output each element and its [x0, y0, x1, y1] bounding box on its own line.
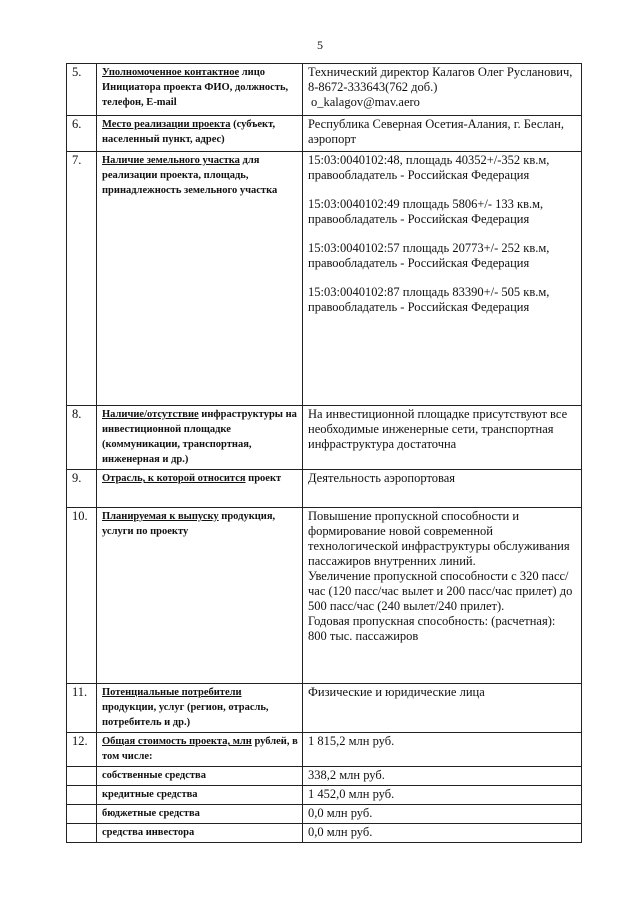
land-plot: 15:03:0040102:49 площадь 5806+/- 133 кв.м, правообладатель - Российская Федерация — [308, 197, 544, 226]
row-value — [303, 116, 582, 152]
row-number — [67, 805, 97, 824]
row-number: 8. — [67, 406, 97, 470]
table-row — [67, 64, 582, 116]
row-number — [67, 824, 97, 843]
table-row — [67, 824, 582, 843]
land-plot: 15:03:0040102:87 площадь 83390+/- 505 кв.м, правообладатель - Российская Федерация — [308, 285, 550, 314]
table-row — [67, 152, 582, 406]
row-label: средства инвестора — [97, 824, 303, 843]
row-number: 10. — [67, 508, 97, 684]
row-value — [303, 508, 582, 684]
row-label: собственные средства — [97, 767, 303, 786]
table-row — [67, 786, 582, 805]
infrastructure-status: На инвестиционной площадке присутствуют все необходимые инженерные сети, транспортная инфраструктура достаточна — [308, 407, 568, 451]
row-label-underlined: Наличие земельного участка — [102, 155, 240, 166]
row-label-rest: для реализации проекта, площадь, принадлежность земельного участка — [102, 155, 278, 196]
row-number: 12. — [67, 733, 97, 767]
table-row — [67, 767, 582, 786]
row-label — [97, 733, 303, 767]
row-label — [97, 470, 303, 508]
row-value: 1 452,0 млн руб. — [303, 786, 582, 805]
row-value — [303, 470, 582, 508]
table-row — [67, 470, 582, 508]
row-number — [67, 786, 97, 805]
potential-consumers: Физические и юридические лица — [308, 685, 485, 699]
row-number: 11. — [67, 684, 97, 733]
contact-person: Технический директор Калагов Олег Русланович, 8-8672-333643(762 доб.) — [308, 65, 573, 94]
row-label-rest: продукция, услуги по проекту — [102, 511, 276, 537]
row-value — [303, 64, 582, 116]
row-label-underlined: Уполномоченное контактное — [102, 67, 240, 78]
row-label-underlined: Наличие/отсутствие — [102, 409, 199, 420]
row-label-underlined: Отрасль, к которой относится — [102, 473, 246, 484]
project-location: Республика Северная Осетия-Алания, г. Беслан, аэропорт — [308, 117, 564, 146]
industry: Деятельность аэропортовая — [308, 471, 456, 485]
row-label-underlined: Потенциальные потребители — [102, 687, 242, 698]
row-label-rest: инфраструктуры на инвестиционной площадке (коммуникации, транспортная, инженерная и др.) — [102, 409, 297, 465]
row-label-rest: (субъект, населенный пункт, адрес) — [102, 119, 276, 145]
table-row — [67, 805, 582, 824]
table-row — [67, 733, 582, 767]
row-number: 6. — [67, 116, 97, 152]
row-number: 7. — [67, 152, 97, 406]
row-label-rest: лицо Инициатора проекта ФИО, должность, телефон, E-mail — [102, 67, 289, 108]
row-label: бюджетные средства — [97, 805, 303, 824]
row-number — [67, 767, 97, 786]
row-label-rest: продукции, услуг (регион, отрасль, потребитель и др.) — [102, 702, 269, 728]
land-plot: 15:03:0040102:57 площадь 20773+/- 252 кв.м, правообладатель - Российская Федерация — [308, 241, 550, 270]
row-number: 5. — [67, 64, 97, 116]
row-label-underlined: Место реализации проекта — [102, 119, 231, 130]
row-label — [97, 406, 303, 470]
row-value — [303, 684, 582, 733]
row-label-rest: проект — [245, 473, 282, 484]
project-info-table — [66, 63, 582, 843]
land-plot: 15:03:0040102:48, площадь 40352+/-352 кв.м, правообладатель - Российская Федерация — [308, 153, 550, 182]
contact-email: o_kalagov@mav.aero — [311, 95, 420, 109]
page-number: 5 — [317, 38, 323, 52]
table-row — [67, 684, 582, 733]
row-label — [97, 64, 303, 116]
row-label-underlined: Общая стоимость проекта, млн — [102, 736, 252, 747]
planned-output: Годовая пропускная способность: (расчетная): 800 тыс. пассажиров — [308, 614, 556, 643]
row-value: 0,0 млн руб. — [303, 824, 582, 843]
row-number: 9. — [67, 470, 97, 508]
row-label — [97, 684, 303, 733]
planned-output: Повышение пропускной способности и формирование новой современной технологической инфраструктуры обслуживания пассажиров внутренних линий. — [308, 509, 570, 568]
row-label: кредитные средства — [97, 786, 303, 805]
row-value — [303, 406, 582, 470]
row-value: 0,0 млн руб. — [303, 805, 582, 824]
row-label-underlined: Планируемая к выпуску — [102, 511, 219, 522]
row-label — [97, 508, 303, 684]
row-label — [97, 152, 303, 406]
table-row — [67, 406, 582, 470]
planned-output: Увеличение пропускной способности с 320 пасс/час (120 пасс/час вылет и 200 пасс/час прилет) до 500 пасс/час (240 вылет/240 прилет). — [308, 569, 573, 613]
table-row — [67, 116, 582, 152]
row-value — [303, 152, 582, 406]
row-label-rest: рублей, в том числе: — [102, 736, 298, 762]
total-cost: 1 815,2 млн руб. — [308, 734, 395, 748]
row-value — [303, 733, 582, 767]
row-label — [97, 116, 303, 152]
table-row — [67, 508, 582, 684]
row-value: 338,2 млн руб. — [303, 767, 582, 786]
